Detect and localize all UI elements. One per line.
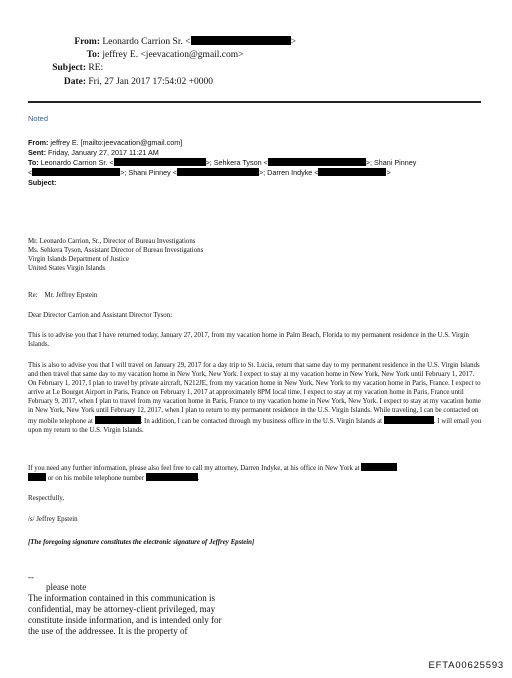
quoted-sent xyxy=(28,148,159,158)
quoted-to-text: >; Darren Indyke < xyxy=(258,168,319,177)
disclaimer-line: The information contained in this communication is xyxy=(28,593,215,603)
redaction-bar xyxy=(28,473,46,481)
reply-body: Noted xyxy=(28,114,49,123)
paragraph-2-text: This is also to advise you that I will travel on January 29, 2017 for a day trip to St. Lucia, return that same day to my permanent residence in the U.S. Virgin Islands and then travel that same day to my vacation home in New York, New York. I expect to stay at my vacation home in New York, New York until February 1, 2017. On February 1, 2017, I plan to travel by private aircraft, N212JE, from my vacation home in New York, New York to my vacation home in Paris, France. I expect to arrive at Le Bourget Airport in Paris, France on February 1, 2017 at approximately 8PM local time. I expect to stay at my vacation home in Paris, France until February 9, 2017, when I plan to travel from my vacation home in Paris, France to my vacation home in New York, New York. I expect to stay at my vacation home in New York, New York until February 12, 2017, when I plan to return to my permanent residence in the U.S. Virgin Islands. While traveling, I can be contacted on my mobile telephone at xyxy=(28,362,481,425)
quoted-sent-value: Friday, January 27, 2017 11:21 AM xyxy=(47,148,159,157)
to-value[interactable]: jeffrey E. <jeevacation@gmail.com> xyxy=(102,50,244,60)
addressee-line: Mr. Leonardo Carrion, Sr., Director of Bureau Investigations xyxy=(28,238,196,245)
header-subject xyxy=(0,63,103,73)
date-value: Fri, 27 Jan 2017 17:54:02 +0000 xyxy=(88,77,214,87)
disclaimer-line: confidential, may be attorney-client privileged, may xyxy=(28,604,216,614)
re-label: Re: xyxy=(28,292,38,299)
paragraph-2 xyxy=(28,361,484,435)
quoted-from-value[interactable]: jeffrey E. [mailto:jeevacation@gmail.com] xyxy=(50,138,183,147)
quoted-to-text: > xyxy=(386,168,391,177)
addressee-line: United States Virgin Islands xyxy=(28,265,106,273)
redaction-bar xyxy=(95,416,141,424)
header-divider xyxy=(28,101,481,103)
quoted-subject-label: Subject: xyxy=(28,178,57,187)
quoted-from-label: From: xyxy=(28,138,49,147)
paragraph-3-text: or on his mobile telephone number xyxy=(47,475,144,483)
disclaimer-note: please note xyxy=(46,582,87,592)
redaction-bar xyxy=(384,416,434,424)
redaction-bar xyxy=(191,36,291,45)
addressee-line: Ms. Sehkera Tyson, Assistant Director of Bureau Investigations xyxy=(28,247,204,255)
quoted-from xyxy=(28,138,182,148)
to-label: To: xyxy=(86,50,100,60)
paragraph-1: This is to advise you that I have returned today, January 27, 2017, from my vacation home in Palm Beach, Florida to my permanent residence in the U.S. Virgin Islands. xyxy=(28,332,469,349)
redaction-bar xyxy=(177,168,259,176)
from-label: From: xyxy=(74,37,100,47)
header-from xyxy=(0,36,296,47)
disclaimer-line: the use of the addressee. It is the property of xyxy=(28,626,188,636)
quoted-subject xyxy=(28,178,56,188)
signature: /s/ Jeffrey Epstein xyxy=(28,516,78,523)
document-id: EFTA00625593 xyxy=(428,660,504,671)
disclaimer-line: constitute inside information, and is intended only for xyxy=(28,615,222,625)
electronic-signature-note: [The foregoing signature constitutes the electronic signature of Jeffrey Epstein] xyxy=(28,539,255,546)
date-label: Date: xyxy=(63,77,86,87)
quoted-sent-label: Sent: xyxy=(28,148,46,157)
redaction-bar xyxy=(114,158,206,166)
from-value: Leonardo Carrion Sr. < xyxy=(102,37,191,47)
redaction-bar xyxy=(268,158,366,166)
closing: Respectfully, xyxy=(28,495,65,502)
quoted-to-text: Leonardo Carrion Sr. < xyxy=(40,158,114,167)
signature-dashes: -- xyxy=(28,572,34,582)
quoted-to xyxy=(28,158,416,168)
paragraph-3 xyxy=(28,463,484,483)
from-close: > xyxy=(290,37,296,47)
quoted-to-text: >; Shani Pinney < xyxy=(120,168,177,177)
salutation: Dear Director Carrion and Assistant Director Tyson: xyxy=(28,312,173,319)
redaction-bar xyxy=(318,168,386,176)
subject-value: RE: xyxy=(88,63,104,73)
paragraph-2-text: . In addition, I can be contacted through my business office in the U.S. Virgin Islands at xyxy=(140,417,383,425)
paragraph-3-text: If you need any further information, please also feel free to call my attorney, Darren Indyke, at his office in New York at xyxy=(28,465,360,472)
redaction-bar xyxy=(361,463,397,471)
quoted-to-label: To: xyxy=(28,158,39,167)
quoted-to-continued xyxy=(28,168,391,178)
addressee-block xyxy=(28,237,484,273)
paragraph-2-text: . I will email you upon my return to the U.S. Virgin Islands. xyxy=(28,417,482,434)
redaction-bar xyxy=(32,168,120,176)
re-line xyxy=(28,291,484,300)
header-to xyxy=(0,50,244,60)
addressee-line: Virgin Islands Department of Justice xyxy=(28,256,129,264)
redaction-bar xyxy=(146,473,198,481)
header-date xyxy=(0,77,213,87)
quoted-to-text: >; Shani Pinney xyxy=(365,158,417,167)
quoted-to-text: < xyxy=(28,168,33,177)
re-value: Mr. Jeffrey Epstein xyxy=(44,292,98,299)
paragraph-3-text: . xyxy=(197,475,200,483)
subject-label: Subject: xyxy=(52,63,86,73)
quoted-to-text: >; Sehkera Tyson < xyxy=(205,158,268,167)
